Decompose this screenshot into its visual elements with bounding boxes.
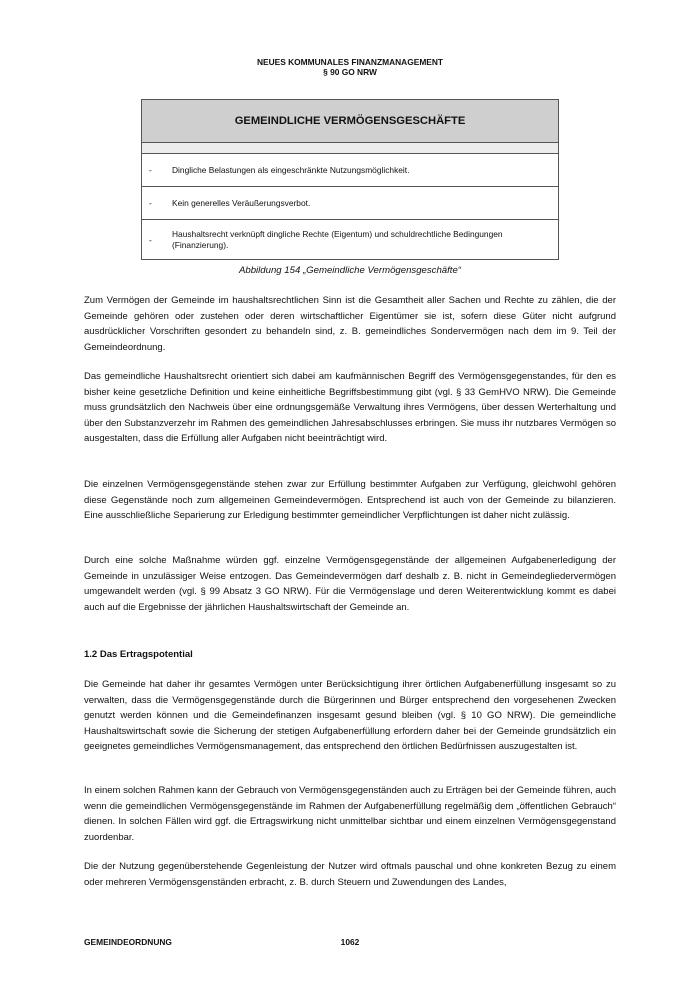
paragraph: Zum Vermögen der Gemeinde im haushaltsrechtlichen Sinn ist die Gesamtheit aller Sachen und Rechte zu zählen, die der Gemeinde gehören oder zustehen oder deren wirtschaftlicher Eigentümer sie ist, sofern diese Güter nicht aufgrund ausdrücklicher Vorschriften gesondert zu behandeln sind, z. B. gemeindliches Sondervermögen nach dem im 9. Teil der Gemeindeordnung.: [84, 295, 616, 353]
figure-box-title: GEMEINDLICHE VERMÖGENSGESCHÄFTE: [142, 100, 558, 143]
bullet-dash: -: [149, 198, 152, 208]
paragraph: Die einzelnen Vermögensgegenstände stehen zwar zur Erfüllung bestimmter Aufgaben zur Verfügung, gleichwohl gehören diese Gegenstände noch zum allgemeinen Gemeindevermögen. Entsprechend ist auch von der Gemeinde zu bilanzieren. Eine ausschließliche Separierung zur Erledigung bestimmter gemeindlicher Verpflichtungen ist daher nicht zulässig.: [84, 479, 616, 522]
figure-box-row-text: Haushaltsrecht verknüpft dingliche Rechte (Eigentum) und schuldrechtliche Bedingungen (Finanzierung).: [172, 229, 503, 250]
paragraph: In einem solchen Rahmen kann der Gebrauch von Vermögensgegenständen auch zu Erträgen bei der Gemeinde führen, auch wenn die gemeindlichen Vermögensgegenstände im Rahmen der Aufgabenerfüllung regelmäßig dem „öffentlichen Gebrauch“ dienen. In solchen Fällen wird ggf. die Ertragswirkung nicht unmittelbar sichtbar und einem einzelnen Vermögensgegenstand zuordenbar.: [84, 785, 616, 843]
bullet-dash: -: [149, 165, 152, 175]
figure-box: [141, 99, 559, 260]
page-header: [0, 57, 700, 77]
paragraph: Die Gemeinde hat daher ihr gesamtes Vermögen unter Berücksichtigung ihrer örtlichen Aufgabenerfüllung insgesamt so zu verwalten, dass die Vermögensgegenstände durch die Bürgerinnen und Bürger entsprechend den vorgesehenen Zwecken genutzt werden können und die Gemeindefinanzen insgesamt gesund bleiben (vgl. § 10 GO NRW). Die gemeindliche Haushaltswirtschaft sowie die Sicherung der stetigen Aufgabenerfüllung erfordern daher bei der Gemeinde grundsätzlich ein geeignetes gemeindliches Vermögensmanagement, das entsprechend den örtlichen Bedürfnissen auszugestalten ist.: [84, 679, 616, 753]
figure-box-row: [142, 220, 558, 259]
bullet-dash: -: [149, 234, 152, 245]
figure-box-spacer: [142, 143, 558, 154]
header-title: NEUES KOMMUNALES FINANZMANAGEMENT: [256, 57, 444, 67]
header-section: § 90 GO NRW: [323, 67, 377, 77]
paragraph: Durch eine solche Maßnahme würden ggf. einzelne Vermögensgegenstände der allgemeinen Aufgabenerledigung der Gemeinde in unzulässiger Weise entzogen. Das Gemeindevermögen darf deshalb z. B. nicht in Gemeindegliedervermögen umgewandelt werden (vgl. § 99 Absatz 3 GO NRW). Für die Vermögenslage und deren Weiterentwicklung kommt es dabei auch auf die Ergebnisse der jährlichen Haushaltswirtschaft der Gemeinde an.: [84, 555, 616, 613]
figure-box-row: [142, 187, 558, 220]
paragraph: Die der Nutzung gegenüberstehende Gegenleistung der Nutzer wird oftmals pauschal und ohne konkreten Bezug zu einem oder mehreren Vermögensgenständen erbracht, z. B. durch Steuern und Zuwendungen des Landes,: [84, 861, 616, 888]
figure-caption: Abbildung 154 „Gemeindliche Vermögensgeschäfte“: [238, 265, 462, 276]
figure-box-row: [142, 154, 558, 187]
paragraph: Das gemeindliche Haushaltsrecht orientiert sich dabei am kaufmännischen Begriff des Vermögensgegenstandes, für den es bisher keine gesetzliche Definition und keine einheitliche Begriffsbestimmung gibt (vgl. § 33 GemHVO NRW). Die Gemeinde muss grundsätzlich den Nachweis über eine ordnungsgemäße Verwaltung ihres Vermögens, über dessen Werterhaltung und über den Substanzverzehr im Rahmen des gemeindlichen Jahresabschlusses erbringen. Sie muss ihr nutzbares Vermögen so ausgestalten, dass die Erfüllung aller Aufgaben nicht beeinträchtigt wird.: [84, 371, 616, 445]
section-heading: 1.2 Das Ertragspotential: [84, 649, 193, 660]
page-number: 1062: [340, 937, 360, 947]
figure-box-row-text: Kein generelles Veräußerungsverbot.: [172, 197, 311, 208]
figure-box-row-text: Dingliche Belastungen als eingeschränkte Nutzungsmöglichkeit.: [172, 164, 410, 175]
footer-label: GEMEINDEORDNUNG: [84, 937, 172, 947]
